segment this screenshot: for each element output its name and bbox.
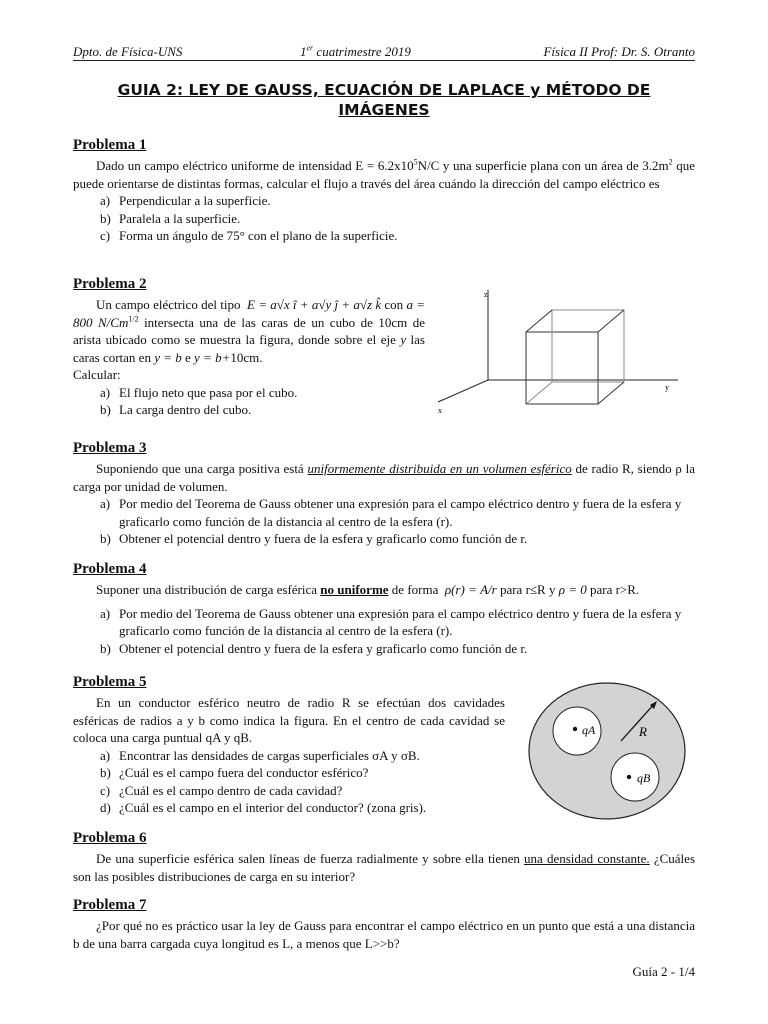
page-footer: Guía 2 - 1/4	[632, 964, 695, 979]
problem-5-statement: En un conductor esférico neutro de radio R se efectúan dos cavidades esféricas de radios a y b como indica la figura. En el centro de cada cavidad se coloca una carga puntual qA y qB.	[73, 695, 505, 745]
problem-2	[73, 275, 425, 419]
axis-x-label: x	[438, 406, 442, 415]
problem-1-item-c: c) Forma un ángulo de 75° con el plano de la superficie.	[100, 228, 398, 243]
charge-qa-label: qA	[582, 723, 596, 737]
field-formula: E = a√x î + a√y ĵ + a√z k̂	[246, 297, 382, 312]
problem-1-title: Problema 1	[73, 137, 147, 153]
header-course: Física II Prof: Dr. S. Otranto	[543, 44, 695, 59]
problem-5	[73, 673, 505, 817]
problem-7-statement: ¿Por qué no es práctico usar la ley de Gauss para encontrar el campo eléctrico en un punto que está a una distancia b de una barra cargada cuya longitud es L, a menos que L>>b?	[73, 918, 695, 951]
axis-z-label: z	[484, 290, 488, 299]
axis-y-label: y	[665, 383, 669, 392]
problem-2-title: Problema 2	[73, 276, 147, 292]
radius-label: R	[639, 724, 647, 739]
problem-6-statement: De una superficie esférica salen líneas de fuerza radialmente y sobre ella tienen una densidad constante. ¿Cuáles son las posibles distribuciones de carga en su interior?	[73, 851, 696, 884]
problem-2-statement: Un campo eléctrico del tipo E = a√x î + a√y ĵ + a√z k̂ con a = 800 $N/Cm^{1/2}$ intersecta una de las caras de un cubo de 10cm de arista ubicado como se muestra la figura, donde sobre el eje y las caras cortan en y = b e y = b+10cm.	[73, 297, 425, 365]
page-header	[73, 40, 695, 58]
problem-6	[73, 829, 695, 885]
problem-7	[73, 896, 695, 952]
problem-7-title: Problema 7	[73, 897, 147, 913]
problem-1-item-a: a) Perpendicular a la superficie.	[100, 193, 271, 208]
problem-5-item-d: d) ¿Cuál es el campo en el interior del conductor? (zona gris).	[100, 800, 427, 815]
problem-1-statement: Dado un campo eléctrico uniforme de intensidad $E = 6.2x10^5N/C$ y una superficie plana con un área de $3.2m^2$ que puede orientarse de distintas formas, calcular el flujo a través del área cuándo la dirección del campo eléctrico es	[73, 157, 696, 191]
problem-5-item-c: c) ¿Cuál es el campo dentro de cada cavidad?	[100, 782, 343, 798]
header-term: 1er cuatrimestre 2019	[300, 43, 411, 59]
problem-5-title: Problema 5	[73, 674, 147, 690]
problem-5-item-a: a) Encontrar las densidades de cargas superficiales σA y σB.	[100, 747, 420, 763]
problem-3-statement: Suponiendo que una carga positiva está uniformemente distribuida en un volumen esférico de radio R, siendo ρ la carga por unidad de volumen.	[73, 461, 695, 494]
page-title: GUIA 2: LEY DE GAUSS, ECUACIÓN DE LAPLACE y MÉTODO DE IMÁGENES	[117, 81, 651, 119]
problem-6-title: Problema 6	[73, 830, 147, 846]
problem-4-item-b: b) Obtener el potencial dentro y fuera de la esfera y graficarlo como función de r.	[100, 640, 528, 656]
problem-1	[73, 136, 695, 245]
sphere-figure	[527, 681, 687, 821]
charge-qb-label: qB	[637, 771, 651, 785]
density-formula: ρ(r) = A/r	[444, 582, 497, 597]
problem-2-item-a: a) El flujo neto que pasa por el cubo.	[100, 384, 298, 400]
problem-3-title: Problema 3	[73, 440, 147, 456]
cube-figure	[428, 280, 688, 420]
problem-4-title: Problema 4	[73, 561, 147, 577]
problem-1-item-b: b) Paralela a la superficie.	[100, 210, 241, 226]
problem-4	[73, 560, 695, 657]
header-rule	[73, 60, 695, 61]
problem-2-item-b: b) La carga dentro del cubo.	[100, 402, 252, 417]
problem-3	[73, 439, 695, 548]
problem-4-item-a: a) Por medio del Teorema de Gauss obtener una expresión para el campo eléctrico dentro y fuera de la esfera y graficarlo como función de la distancia al centro de la esfera (r).	[100, 605, 682, 638]
problem-2-calc: Calcular:	[73, 367, 121, 382]
problem-3-item-a: a) Por medio del Teorema de Gauss obtener una expresión para el campo eléctrico dentro y fuera de la esfera y graficarlo como función de la distancia al centro de la esfera (r).	[100, 496, 682, 529]
header-department: Dpto. de Física-UNS	[73, 44, 183, 59]
problem-4-statement: Suponer una distribución de carga esférica no uniforme de forma ρ(r) = A/r para r≤R y ρ = 0 para r>R.	[96, 582, 640, 597]
problem-3-item-b: b) Obtener el potencial dentro y fuera de la esfera y graficarlo como función de r.	[100, 531, 528, 546]
problem-5-item-b: b) ¿Cuál es el campo fuera del conductor esférico?	[100, 765, 369, 780]
